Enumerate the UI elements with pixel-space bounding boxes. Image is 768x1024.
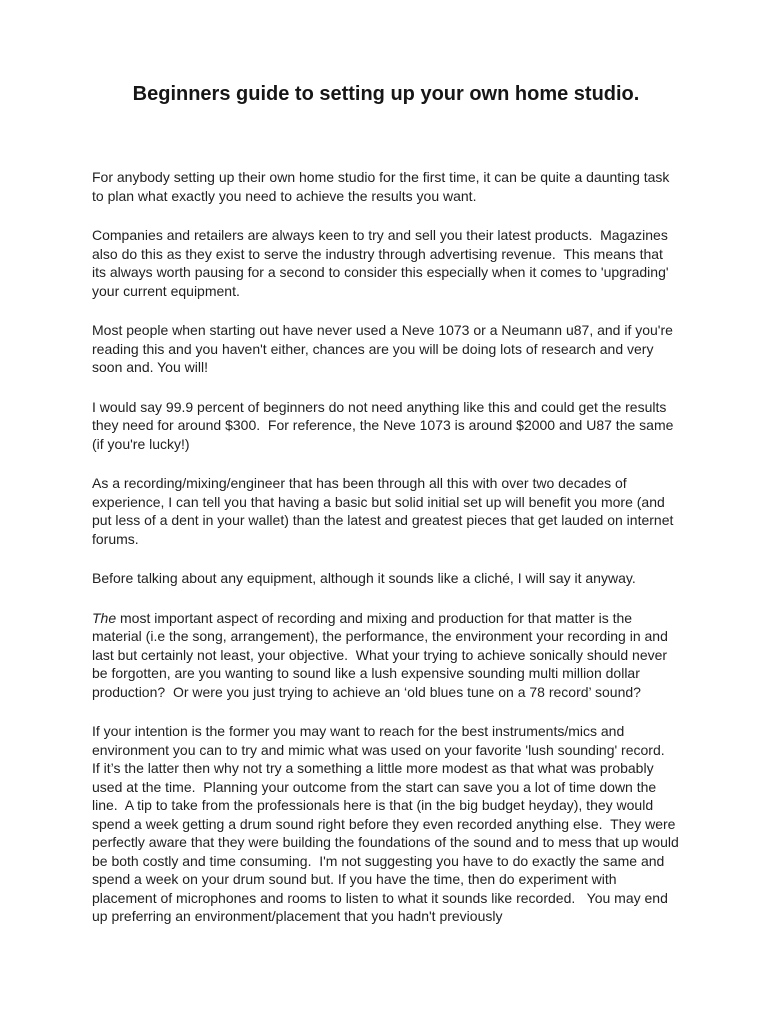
paragraph-8: If your intention is the former you may want to reach for the best instruments/mics and environment you can to try and mimic what was used on your favorite 'lush sounding' record. If it’s the latter then why not try a something a little more modest as that what was probably used at the time. Planning your outcome from the start can save you a lot of time down the line. A tip to take from the professionals here is that (in the big budget heyday), they would spend a week getting a drum sound right before they even recorded anything else. They were perfectly aware that they were building the foundations of the sound and to mess that up would be both costly and time consuming. I'm not suggesting you have to do exactly the same and spend a week on your drum sound but. If you have the time, then do experiment with placement of microphones and rooms to listen to what it sounds like recorded. You may end up preferring an environment/placement that you hadn't previously (92, 723, 683, 924)
paragraph-4: I would say 99.9 percent of beginners do not need anything like this and could get the results they need for around $300. For reference, the Neve 1073 is around $2000 and U87 the same (if you're lucky!) (92, 398, 678, 452)
paragraph-5: As a recording/mixing/engineer that has been through all this with over two decades of experience, I can tell you that having a basic but solid initial set up will benefit you more (and put less of a dent in your wallet) than the latest and greatest pieces that get lauded on internet forums. (92, 475, 678, 547)
paragraph-1: For anybody setting up their own home studio for the first time, it can be quite a daunting task to plan what exactly you need to achieve the results you want. (92, 169, 674, 204)
paragraph-6: Before talking about any equipment, although it sounds like a cliché, I will say it anyway. (92, 570, 636, 586)
paragraph-7 (92, 609, 680, 702)
document-title: Beginners guide to setting up your own home studio. (132, 83, 640, 105)
paragraph-7-lead-italic: The (92, 609, 117, 626)
paragraph-2: Companies and retailers are always keen to try and sell you their latest products. Magazines also do this as they exist to serve the industry through advertising revenue. This means that its always worth pausing for a second to consider this especially when it comes to 'upgrading' your current equipment. (92, 227, 673, 299)
paragraph-3: Most people when starting out have never used a Neve 1073 or a Neumann u87, and if you're reading this and you haven't either, chances are you will be doing lots of research and very soon and. You will! (92, 322, 677, 375)
paragraph-7-body-text: most important aspect of recording and mixing and production for that matter is the material (i.e the song, arrangement), the performance, the environment your recording in and last but certainly not least, your objective. What your trying to achieve sonically should never be forgotten, are you wanting to sound like a lush expensive sounding multi million dollar production? Or were you just trying to achieve an ‘old blues tune on a 78 record’ sound? (92, 609, 672, 700)
